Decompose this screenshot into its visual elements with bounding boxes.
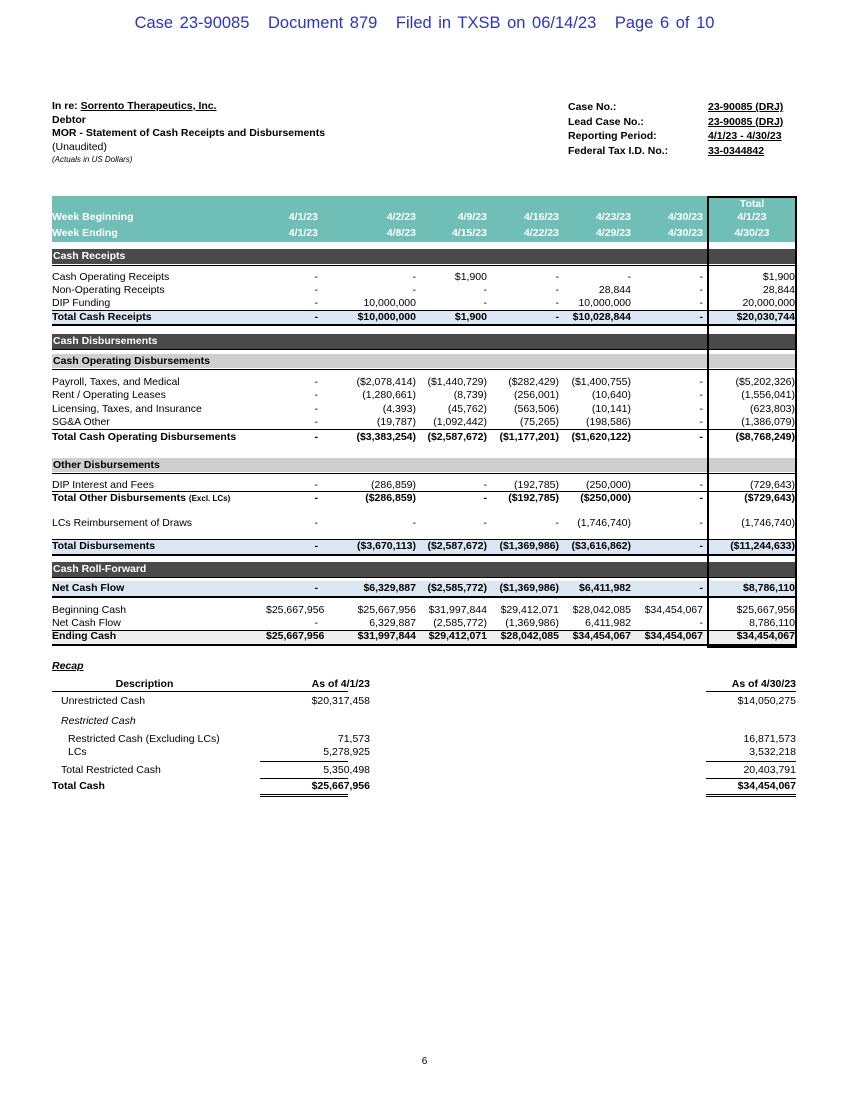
debtor-info xyxy=(52,100,325,166)
table-row: Rent / Operating Leases - (1,280,661) (8,739) (256,001) (10,640) - (1,556,041) xyxy=(52,389,795,401)
case-info xyxy=(568,100,783,158)
unrestricted-cash-row: Unrestricted Cash $20,317,458 $14,050,275 xyxy=(61,695,796,707)
restricted-cash-label-row: Restricted Cash xyxy=(61,715,136,727)
total-restricted-cash-row: Total Restricted Cash 5,350,498 20,403,791 xyxy=(61,764,796,776)
table-row: SG&A Other - (19,787) (1,092,442) (75,265) (198,586) - (1,386,079) xyxy=(52,416,795,428)
restricted-excl-lcs-row: Restricted Cash (Excluding LCs) 71,573 16,871,573 xyxy=(68,733,796,745)
period-value: 4/1/23 - 4/30/23 xyxy=(708,130,782,142)
total-column-box xyxy=(707,196,797,648)
document-number-header: Document 879 xyxy=(268,14,378,32)
recap-header-row: Description As of 4/1/23 As of 4/30/23 xyxy=(115,678,796,690)
statement-title: MOR - Statement of Cash Receipts and Disbursements xyxy=(52,127,326,139)
unaudited-label: (Unaudited) xyxy=(52,140,107,153)
tax-id-value: 33-0344842 xyxy=(708,144,765,157)
total-cash-row: Total Cash $25,667,956 $34,454,067 xyxy=(52,780,796,792)
table-row: Non-Operating Receipts - - - - 28,844 - 28,844 xyxy=(52,284,795,296)
lead-case-value: 23-90085 (DRJ) xyxy=(708,115,784,128)
page-of-header: Page 6 of 10 xyxy=(614,14,715,32)
ending-cash-row: Ending Cash $25,667,956 $31,997,844 $29,412,071 $28,042,085 $34,454,067 $34,454,067 $34,454,067 xyxy=(52,630,795,642)
lcs-row: LCs 5,278,925 3,532,218 xyxy=(68,746,796,758)
case-no-value: 23-90085 (DRJ) xyxy=(708,101,784,113)
table-row: Licensing, Taxes, and Insurance - (4,393) (45,762) (563,506) (10,141) - (623,803) xyxy=(52,403,795,415)
lead-case-label: Lead Case No.: xyxy=(568,115,644,128)
debtor-label: Debtor xyxy=(52,113,86,126)
cash-rollforward-header: Cash Roll-Forward xyxy=(52,562,796,577)
debtor-name: Sorrento Therapeutics, Inc. xyxy=(80,100,217,112)
recap-section xyxy=(52,660,796,792)
page-number: 6 xyxy=(421,1056,428,1067)
net-cash-flow-detail-row: Net Cash Flow - 6,329,887 (2,585,772) (1,369,986) 6,411,982 - 8,786,110 xyxy=(52,617,795,629)
court-filing-header xyxy=(0,14,849,33)
net-cash-flow-row: Net Cash Flow - $6,329,887 ($2,585,772) ($1,369,986) $6,411,982 - $8,786,110 xyxy=(52,582,795,594)
beginning-cash-row: Beginning Cash $25,667,956 $25,667,956 $31,997,844 $29,412,071 $28,042,085 $34,454,067 $25,667,956 xyxy=(52,604,795,616)
case-no-label: Case No.: xyxy=(568,101,617,113)
week-beginning-row: Week Beginning 4/1/23 4/2/23 4/9/23 4/16/23 4/23/23 4/30/23 4/1/23 xyxy=(52,211,767,223)
table-row: Cash Operating Receipts - - $1,900 - - - $1,900 xyxy=(52,271,795,283)
filed-header: Filed in TXSB on 06/14/23 xyxy=(395,14,597,32)
period-label: Reporting Period: xyxy=(568,130,657,142)
cash-operating-disbursements-header: Cash Operating Disbursements xyxy=(52,354,796,368)
other-disbursements-header: Other Disbursements xyxy=(52,458,796,472)
tax-id-label: Federal Tax I.D. No.: xyxy=(568,144,669,157)
dip-interest-row: DIP Interest and Fees - (286,859) - (192,785) (250,000) - (729,643) xyxy=(52,479,795,491)
total-cash-receipts-row: Total Cash Receipts - $10,000,000 $1,900 - $10,028,844 - $20,030,744 xyxy=(52,311,795,323)
actuals-note: (Actuals in US Dollars) xyxy=(52,155,133,164)
in-re-label: In re: xyxy=(52,100,78,112)
total-operating-disbursements-row: Total Cash Operating Disbursements - ($3,383,254) ($2,587,672) ($1,177,201) ($1,620,122) - ($8,768,249) xyxy=(52,431,795,443)
table-row: DIP Funding - 10,000,000 - - 10,000,000 - 20,000,000 xyxy=(52,297,795,309)
total-other-disbursements-row: Total Other Disbursements (Excl. LCs) - ($286,859) - ($192,785) ($250,000) - ($729,643) xyxy=(52,492,795,504)
total-disbursements-row: Total Disbursements - ($3,670,113) ($2,587,672) ($1,369,986) ($3,616,862) - ($11,244,633) xyxy=(52,540,795,552)
week-ending-row: Week Ending 4/1/23 4/8/23 4/15/23 4/22/23 4/29/23 4/30/23 4/30/23 xyxy=(52,227,770,239)
table-row: Payroll, Taxes, and Medical - ($2,078,414) ($1,440,729) ($282,429) ($1,400,755) - ($5,202,326) xyxy=(52,376,795,388)
total-column-header: Total xyxy=(739,198,765,210)
recap-title: Recap xyxy=(52,660,84,672)
case-number-header: Case 23-90085 xyxy=(134,14,250,32)
cash-disbursements-header: Cash Disbursements xyxy=(52,334,796,349)
cash-receipts-header: Cash Receipts xyxy=(52,249,796,264)
lcs-reimbursement-row: LCs Reimbursement of Draws - - - - (1,746,740) - (1,746,740) xyxy=(52,517,795,529)
